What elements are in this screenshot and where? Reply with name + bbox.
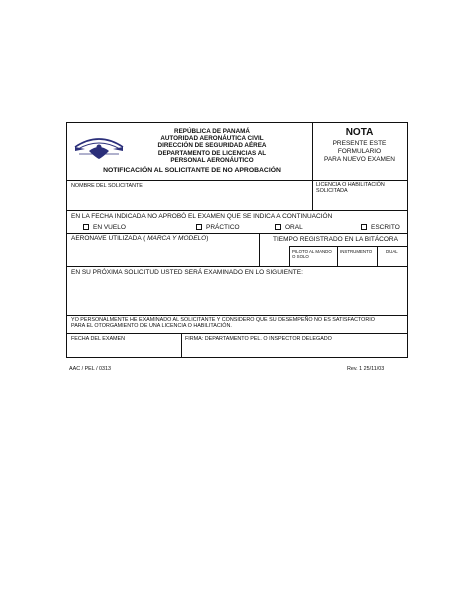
exam-date-field[interactable]: FECHA DEL EXAMEN [71, 336, 126, 342]
header-line: AUTORIDAD AERONÁUTICA CIVIL [160, 135, 264, 143]
non-approval-form [66, 122, 408, 358]
divider [337, 246, 338, 266]
divider [67, 210, 407, 211]
aircraft-field[interactable] [71, 235, 208, 243]
divider [67, 233, 407, 234]
option-label: PRÁCTICO [206, 224, 240, 231]
nota-line: PARA NUEVO EXAMEN [323, 156, 396, 163]
divider [67, 333, 407, 334]
license-label: LICENCIA O HABILITACIÓN [316, 182, 385, 188]
next-exam-field[interactable]: EN SU PRÓXIMA SOLICITUD USTED SERÁ EXAMINADO EN LO SIGUIENTE: [71, 269, 303, 276]
form-subtitle: NOTIFICACIÓN AL SOLICITANTE DE NO APROBACIÓN [103, 167, 281, 174]
nota-line: PRESENTE ESTE FORMULARIO [332, 140, 387, 155]
divider [289, 246, 290, 266]
header-line: DEPARTAMENTO DE LICENCIAS AL [157, 149, 267, 157]
divider [67, 266, 407, 267]
aircraft-label-end: ) [206, 235, 209, 242]
revision-label: Rev. 1 25/11/03 [347, 366, 385, 372]
option-oral[interactable] [275, 224, 303, 232]
divider [312, 180, 313, 210]
option-escrito[interactable] [361, 224, 400, 232]
applicant-name-field[interactable]: NOMBRE DEL SOLICITANTE [71, 183, 143, 189]
checkbox[interactable] [83, 224, 89, 230]
nota-title: NOTA [345, 127, 374, 138]
signature-field[interactable]: FIRMA: DEPARTAMENTO PEL. O INSPECTOR DELEGADO [185, 336, 332, 342]
pic-field[interactable] [292, 249, 332, 259]
examiner-statement [71, 317, 375, 330]
divider [181, 333, 182, 357]
exam-statement: EN LA FECHA INDICADA NO APROBÓ EL EXAMEN QUE SE INDICA A CONTINUACIÓN [71, 213, 333, 220]
header-line: DIRECCIÓN DE SEGURIDAD AÉREA [157, 142, 267, 150]
instrument-field[interactable]: INSTRUMENTO [340, 249, 373, 254]
statement-line: YO PERSONALMENTE HE EXAMINADO AL SOLICITANTE Y CONSIDERO QUE SU DESEMPEÑO NO ES SATISFACTORIO [71, 317, 375, 323]
statement-line: PARA EL OTORGAMIENTO DE UNA LICENCIA O HABILITACIÓN. [71, 323, 232, 330]
pic-label: PILOTO AL MANDO [292, 249, 332, 254]
aircraft-label: AERONAVE UTILIZADA ( [71, 235, 148, 242]
dual-field[interactable]: DUAL [386, 249, 398, 254]
aac-logo-icon [73, 131, 125, 163]
divider [289, 246, 407, 247]
option-label: ORAL [285, 224, 303, 231]
option-label: ESCRITO [371, 224, 400, 231]
checkbox[interactable] [196, 224, 202, 230]
license-field[interactable] [316, 182, 385, 195]
option-label: EN VUELO [93, 224, 126, 231]
divider [259, 233, 260, 266]
nota-text [312, 140, 407, 164]
authority-header [127, 128, 297, 164]
option-practico[interactable] [196, 224, 240, 232]
pic-label: O SOLO [292, 254, 309, 259]
divider [377, 246, 378, 266]
form-code: AAC / PEL / 0313 [69, 366, 112, 372]
aircraft-label-italic: MARCA Y MODELO [147, 235, 207, 242]
checkbox[interactable] [275, 224, 281, 230]
logbook-time-title: TIEMPO REGISTRADO EN LA BITÁCORA [273, 236, 398, 243]
checkbox[interactable] [361, 224, 367, 230]
divider [67, 315, 407, 316]
header-line: REPÚBLICA DE PANAMÁ [174, 128, 250, 135]
divider [67, 180, 407, 181]
license-label: SOLICITADA [316, 188, 348, 195]
option-en-vuelo[interactable] [83, 224, 126, 232]
header-line: PERSONAL AERONÁUTICO [170, 156, 254, 164]
